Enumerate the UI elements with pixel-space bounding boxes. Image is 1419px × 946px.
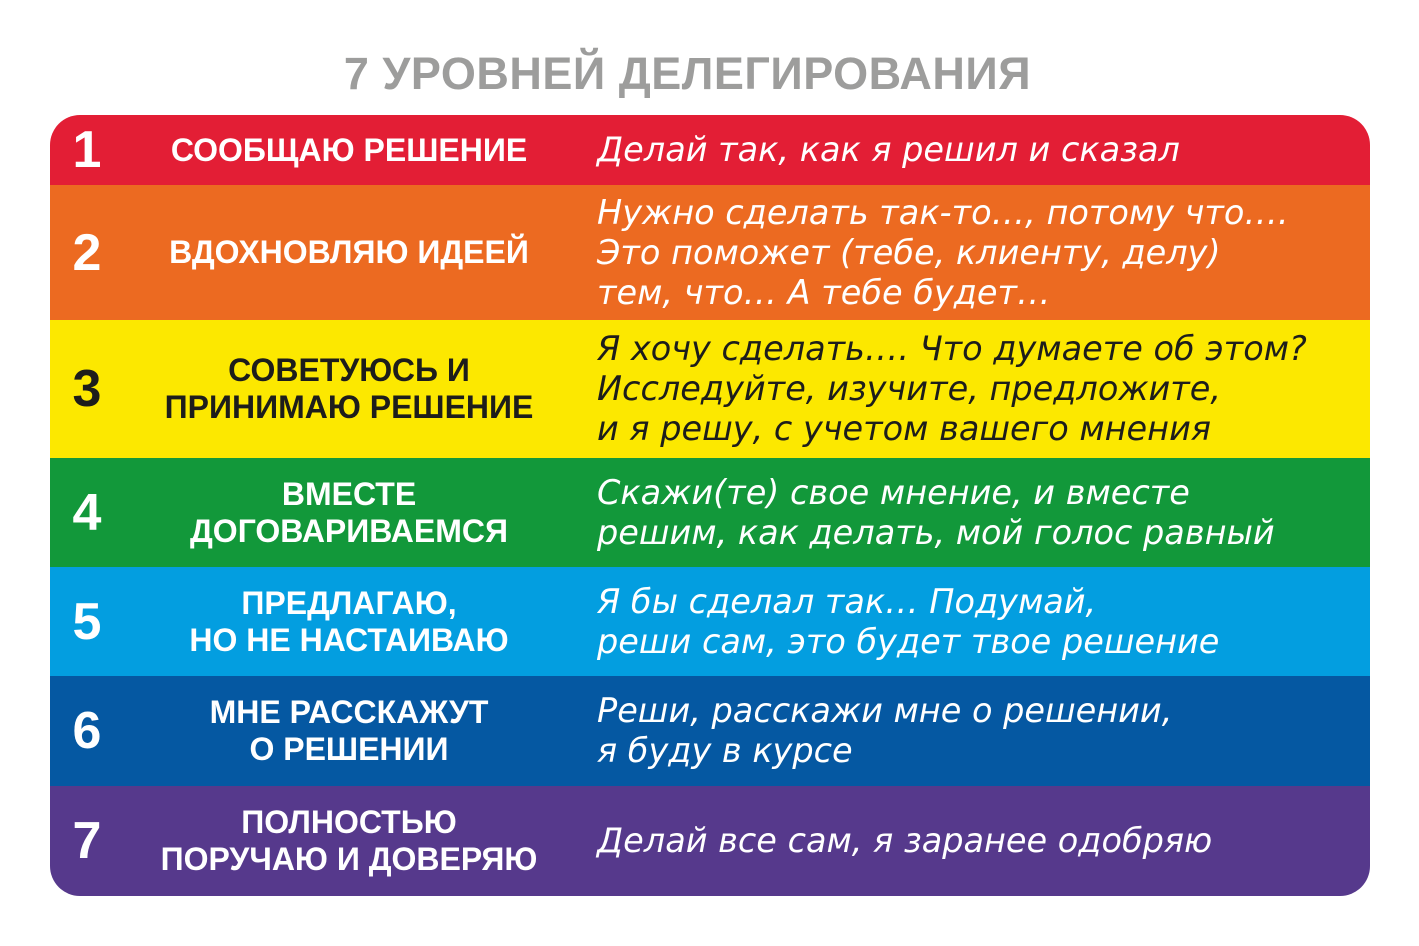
- delegation-levels-table: [50, 115, 1370, 896]
- level-row-6: [50, 676, 1370, 786]
- level-number: 7: [72, 812, 102, 870]
- level-name: МНЕ РАССКАЖУТ О РЕШЕНИИ: [209, 694, 489, 767]
- level-name: СООБЩАЮ РЕШЕНИЕ: [170, 131, 528, 168]
- page-title: 7 УРОВНЕЙ ДЕЛЕГИРОВАНИЯ: [343, 48, 1032, 99]
- level-number: 4: [72, 483, 102, 542]
- level-row-3: [50, 320, 1370, 458]
- level-row-2: [50, 185, 1370, 320]
- level-row-4: [50, 458, 1370, 567]
- level-phrase: Я бы сделал так… Подумай, реши сам, это будет твое решение: [597, 581, 1220, 661]
- level-number: 1: [72, 121, 102, 179]
- level-phrase: Реши, расскажи мне о решении, я буду в курсе: [597, 691, 1173, 770]
- level-row-5: [50, 567, 1370, 676]
- level-number: 6: [72, 702, 102, 760]
- level-number: 3: [72, 360, 102, 418]
- level-phrase: Я хочу сделать…. Что думаете об этом? Исследуйте, изучите, предложите, и я решу, с учетом вашего мнения: [597, 329, 1307, 448]
- level-name: ПРЕДЛАГАЮ, НО НЕ НАСТАИВАЮ: [189, 584, 509, 658]
- level-phrase: Делай так, как я решил и сказал: [597, 130, 1180, 169]
- level-phrase: Скажи(те) свое мнение, и вместе решим, как делать, мой голос равный: [597, 472, 1275, 552]
- level-name: ВДОХНОВЛЯЮ ИДЕЕЙ: [169, 234, 529, 270]
- level-phrase: Нужно сделать так-то…, потому что…. Это поможет (тебе, клиенту, делу) тем, что… А тебе будет…: [597, 192, 1289, 312]
- level-number: 2: [72, 223, 102, 282]
- level-row-7: [50, 786, 1370, 896]
- level-row-1: [50, 115, 1370, 185]
- level-name: ПОЛНОСТЬЮ ПОРУЧАЮ И ДОВЕРЯЮ: [160, 804, 538, 877]
- level-name: СОВЕТУЮСЬ И ПРИНИМАЮ РЕШЕНИЕ: [164, 352, 534, 425]
- level-name: ВМЕСТЕ ДОГОВАРИВАЕМСЯ: [190, 475, 508, 549]
- level-phrase: Делай все сам, я заранее одобряю: [597, 821, 1213, 860]
- level-number: 5: [72, 592, 102, 651]
